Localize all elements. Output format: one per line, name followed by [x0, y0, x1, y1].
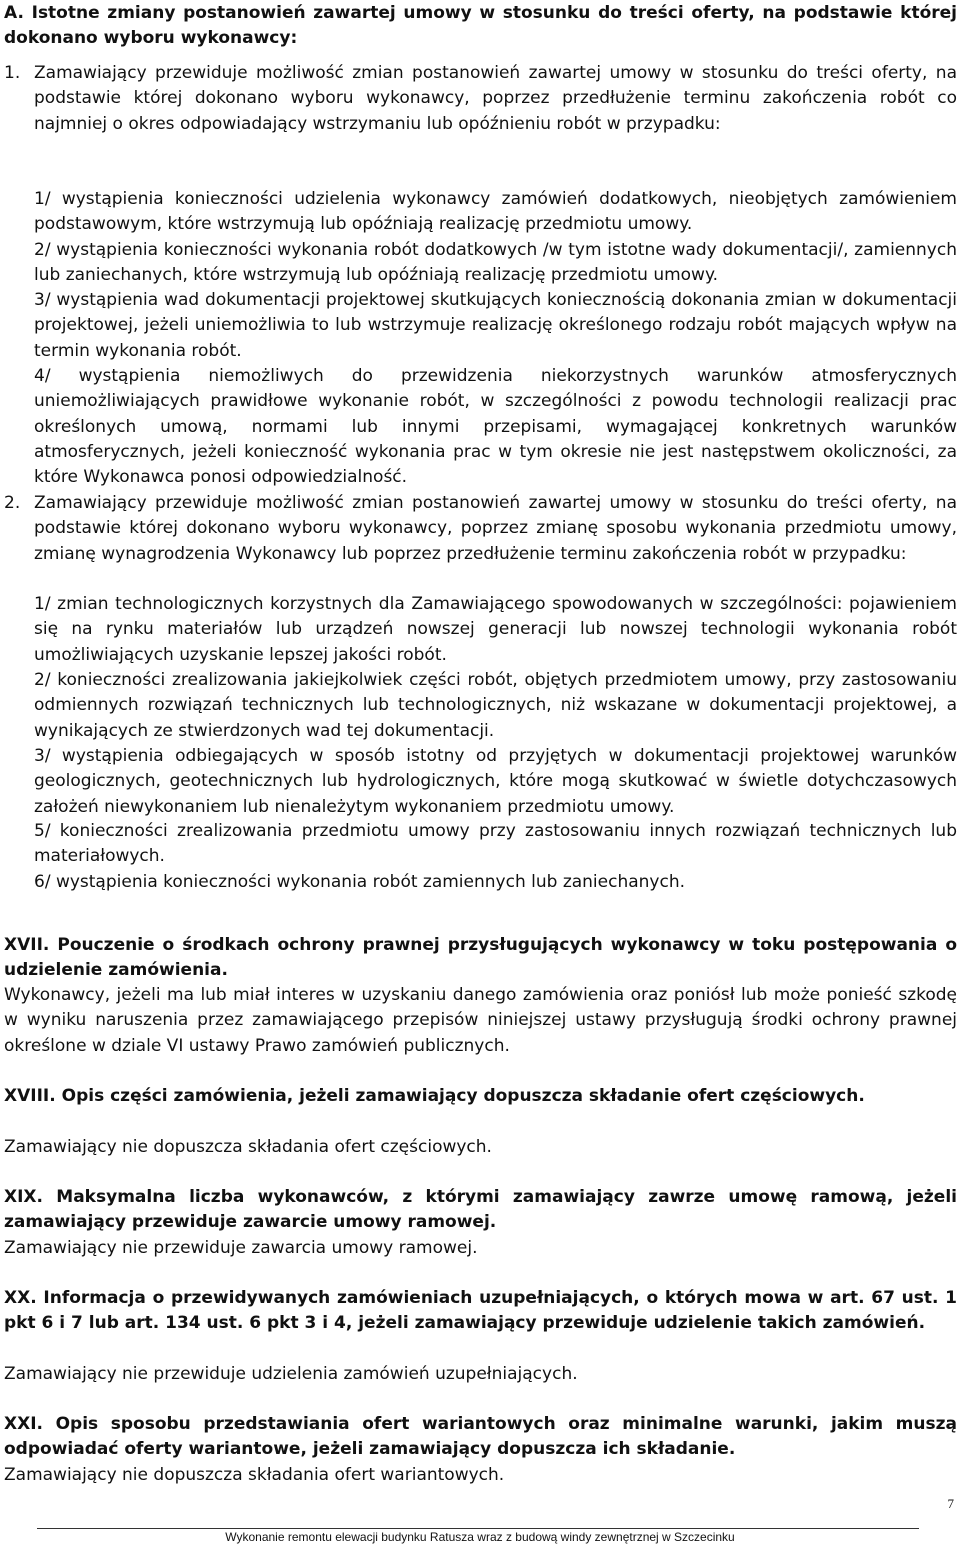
section-xxi-heading: [4, 1412, 957, 1463]
section-xx-title: Informacja o przewidywanych zamówieniach uzupełniających, o których mowa w art. 67 ust. 1 pkt 6 i 7 lub art. 134 ust. 6 pkt 3 i 4, jeżeli zamawiający przewiduje udzielenie takich zamówień.: [4, 1288, 957, 1334]
item-2-point-5: 5/ konieczności zrealizowania przedmiotu umowy przy zastosowaniu innych rozwiązań technicznych lub materiałowych.: [34, 821, 957, 867]
section-xvii-heading: [4, 933, 957, 984]
item-2-point-1: 1/ zmian technologicznych korzystnych dla Zamawiającego spowodowanych w szczególności: pojawieniem się na rynku materiałów lub urządzeń nowszej generacji lub nowszej technologii wykonania robót umożliwiających uzyskanie lepszej jakości robót.: [34, 594, 957, 665]
section-xx-number: XX.: [4, 1288, 37, 1308]
section-xix-heading: [4, 1185, 957, 1236]
footer-text: Wykonanie remontu elewacji budynku Ratusza wraz z budową windy zewnętrznej w Szczecinku: [225, 1530, 735, 1544]
section-xvii-number: XVII.: [4, 935, 50, 955]
section-xix-title: Maksymalna liczba wykonawców, z którymi zamawiający zawrze umowę ramową, jeżeli zamawiający przewiduje zawarcie umowy ramowej.: [4, 1187, 957, 1233]
item-1-point-4: 4/ wystąpienia niemożliwych do przewidzenia niekorzystnych warunków atmosferycznych uniemożliwiających prawidłowe wykonanie robót, w szczególności z powodu technologii realizacji prac określonych umową, normami lub innymi przepisami, wymagającej konkretnych warunków atmosferycznych, jeżeli konieczność wykonania prac w tym okresie nie jest następstwem okoliczności, za które Wykonawca ponosi odpowiedzialność.: [34, 366, 957, 488]
item-2-point-2: 2/ konieczności zrealizowania jakiejkolwiek części robót, objętych przedmiotem umowy, przy zastosowaniu odmiennych rozwiązań technicznych lub technologicznych, niż wskazane w dokumentacji projektowej, a wynikających ze stwierdzonych wad tej dokumentacji.: [34, 670, 957, 741]
section-xix-body: Zamawiający nie przewiduje zawarcia umowy ramowej.: [4, 1238, 478, 1258]
section-xxi-body: Zamawiający nie dopuszcza składania ofert wariantowych.: [4, 1465, 505, 1485]
item-1-text: Zamawiający przewiduje możliwość zmian postanowień zawartej umowy w stosunku do treści oferty, na podstawie której dokonano wyboru wykonawcy, poprzez przedłużenie terminu zakończenia robót co najmniej o okres odpowiadający wstrzymaniu lub opóźnieniu robót w przypadku:: [34, 63, 957, 134]
item-1-point-3: 3/ wystąpienia wad dokumentacji projektowej skutkujących koniecznością dokonania zmian w dokumentacji projektowej, jeżeli uniemożliwia to lub wstrzymuje realizację określonego rodzaju robót mających wpływ na termin wykonania robót.: [34, 290, 957, 361]
item-2-point-3: 3/ wystąpienia odbiegających w sposób istotny od przyjętych w dokumentacji projektowej warunków geologicznych, geotechnicznych lub hydrologicznych, które mogą skutkować w świetle dotychczasowych założeń niewykonaniem lub nienależytym wykonaniem przedmiotu umowy.: [34, 746, 957, 817]
section-xviii-number: XVIII.: [4, 1086, 56, 1106]
section-xx-body: Zamawiający nie przewiduje udzielenia zamówień uzupełniających.: [4, 1364, 578, 1384]
section-xxi-title: Opis sposobu przedstawiania ofert wariantowych oraz minimalne warunki, jakim muszą odpowiadać oferty wariantowe, jeżeli zamawiający dopuszcza ich składanie.: [4, 1414, 957, 1460]
section-xviii-title: Opis części zamówienia, jeżeli zamawiający dopuszcza składanie ofert częściowych.: [61, 1086, 865, 1106]
section-xx-heading: [4, 1286, 957, 1337]
section-xviii-body: Zamawiający nie dopuszcza składania ofert częściowych.: [4, 1137, 492, 1157]
section-xxi-number: XXI.: [4, 1414, 43, 1434]
item-2-point-6: 6/ wystąpienia konieczności wykonania robót zamiennych lub zaniechanych.: [34, 872, 686, 892]
item-2-number: 2.: [4, 493, 21, 513]
item-1-point-2: 2/ wystąpienia konieczności wykonania robót dodatkowych /w tym istotne wady dokumentacji/, zamiennych lub zaniechanych, które wstrzymują lub opóźniają realizację przedmiotu umowy.: [34, 240, 957, 286]
section-xvii-title: Pouczenie o środkach ochrony prawnej przysługujących wykonawcy w toku postępowania o udzielenie zamówienia.: [4, 935, 957, 981]
section-xviii-heading: [4, 1084, 957, 1109]
section-xix-number: XIX.: [4, 1187, 43, 1207]
footer-divider: [37, 1528, 919, 1529]
section-xvii-body: Wykonawcy, jeżeli ma lub miał interes w uzyskaniu danego zamówienia oraz poniósł lub może ponieść szkodę w wyniku naruszenia przez zamawiającego przepisów niniejszej ustawy przysługują środki ochrony prawnej określone w dziale VI ustawy Prawo zamówień publicznych.: [4, 985, 957, 1056]
item-2-text: Zamawiający przewiduje możliwość zmian postanowień zawartej umowy w stosunku do treści oferty, na podstawie której dokonano wyboru wykonawcy, poprzez zmianę sposobu wykonania przedmiotu umowy, zmianę wynagrodzenia Wykonawcy lub poprzez przedłużenie terminu zakończenia robót w przypadku:: [34, 493, 957, 564]
item-1-number: 1.: [4, 63, 21, 83]
item-1-point-1: 1/ wystąpienia konieczności udzielenia wykonawcy zamówień dodatkowych, nieobjętych zamówieniem podstawowym, które wstrzymują lub opóźniają realizację przedmiotu umowy.: [34, 189, 957, 235]
heading-a: A. Istotne zmiany postanowień zawartej umowy w stosunku do treści oferty, na podstawie której dokonano wyboru wykonawcy:: [4, 3, 957, 49]
page-number: 7: [947, 1496, 954, 1511]
